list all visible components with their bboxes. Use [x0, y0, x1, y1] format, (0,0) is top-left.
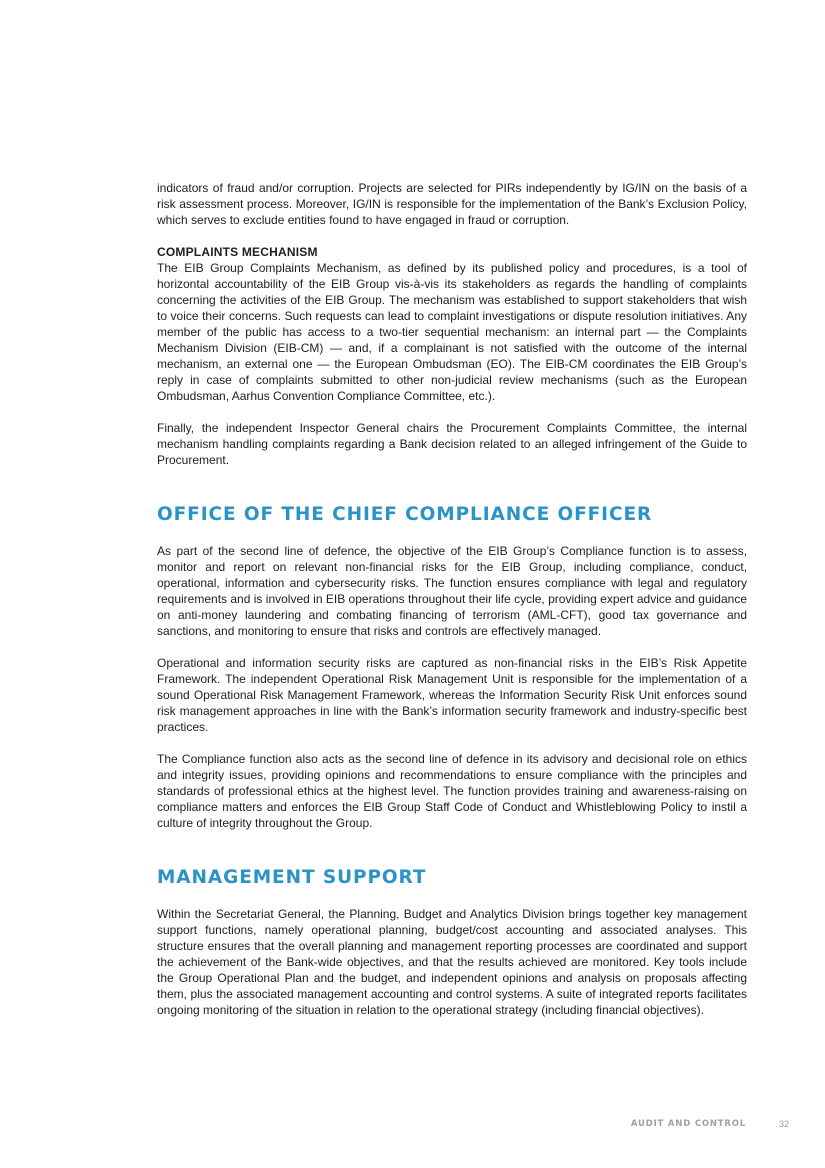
intro-paragraph: indicators of fraud and/or corruption. Projects are selected for PIRs independently by IG/IN on the basis of a risk assessment process. Moreover, IG/IN is responsible for the implementation of the Bank’s Exclusion Policy, which serves to exclude entities found to have engaged in fraud or corruption. [157, 181, 747, 227]
complaints-paragraph-2: Finally, the independent Inspector General chairs the Procurement Complaints Committee, the internal mechanism handling complaints regarding a Bank decision related to an alleged infringement of the Guide to Procurement. [157, 421, 747, 467]
management-section-title: MANAGEMENT SUPPORT [157, 867, 427, 888]
management-paragraph-1: Within the Secretariat General, the Planning, Budget and Analytics Division brings together key management support functions, namely operational planning, budget/cost accounting and associated analyses. This structure ensures that the overall planning and management reporting processes are coordinated and support the achievement of the Bank-wide objectives, and that the results achieved are monitored. Key tools include the Group Operational Plan and the budget, and independent opinions and analysis on proposals affecting them, plus the associated management accounting and control systems. A suite of integrated reports facilitates ongoing monitoring of the situation in relation to the operational strategy (including financial objectives). [157, 907, 747, 1017]
footer-section-label: AUDIT AND CONTROL [630, 1119, 746, 1129]
compliance-paragraph-3: The Compliance function also acts as the second line of defence in its advisory and decisional role on ethics and integrity issues, providing opinions and recommendations to ensure compliance with the principles and standards of professional ethics at the highest level. The function provides training and awareness-raising on compliance matters and enforces the EIB Group Staff Code of Conduct and Whistleblowing Policy to instil a culture of integrity throughout the Group. [157, 752, 747, 830]
page-number: 32 [778, 1119, 789, 1129]
complaints-paragraph-1: The EIB Group Complaints Mechanism, as defined by its published policy and procedures, is a tool of horizontal accountability of the EIB Group vis-à-vis its stakeholders as regards the handling of complaints concerning the activities of the EIB Group. The mechanism was established to support stakeholders that wish to voice their concerns. Such requests can lead to complaint investigations or dispute resolution initiatives. Any member of the public has access to a two-tier sequential mechanism: an internal part — the Complaints Mechanism Division (EIB-CM) — and, if a complainant is not satisfied with the outcome of the internal mechanism, an external one — the European Ombudsman (EO). The EIB-CM coordinates the EIB Group’s reply in case of complaints submitted to other non-judicial review mechanisms (such as the European Ombudsman, Aarhus Convention Compliance Committee, etc.). [157, 261, 747, 403]
compliance-section-title: OFFICE OF THE CHIEF COMPLIANCE OFFICER [157, 504, 653, 525]
compliance-paragraph-2: Operational and information security risks are captured as non-financial risks in the EIB’s Risk Appetite Framework. The independent Operational Risk Management Unit is responsible for the implementation of a sound Operational Risk Management Framework, whereas the Information Security Risk Unit enforces sound risk management approaches in line with the Bank’s information security framework and industry-specific best practices. [157, 656, 747, 734]
page-footer [0, 1119, 825, 1133]
complaints-mechanism-heading: COMPLAINTS MECHANISM [157, 245, 318, 259]
page-content [157, 180, 747, 1018]
compliance-paragraph-1: As part of the second line of defence, the objective of the EIB Group’s Compliance function is to assess, monitor and report on relevant non-financial risks for the EIB Group, including compliance, conduct, operational, information and cybersecurity risks. The function ensures compliance with legal and regulatory requirements and is involved in EIB operations throughout their life cycle, providing expert advice and guidance on anti-money laundering and combating financing of terrorism (AML-CFT), good tax governance and sanctions, and monitoring to ensure that risks and controls are effectively managed. [157, 544, 747, 638]
